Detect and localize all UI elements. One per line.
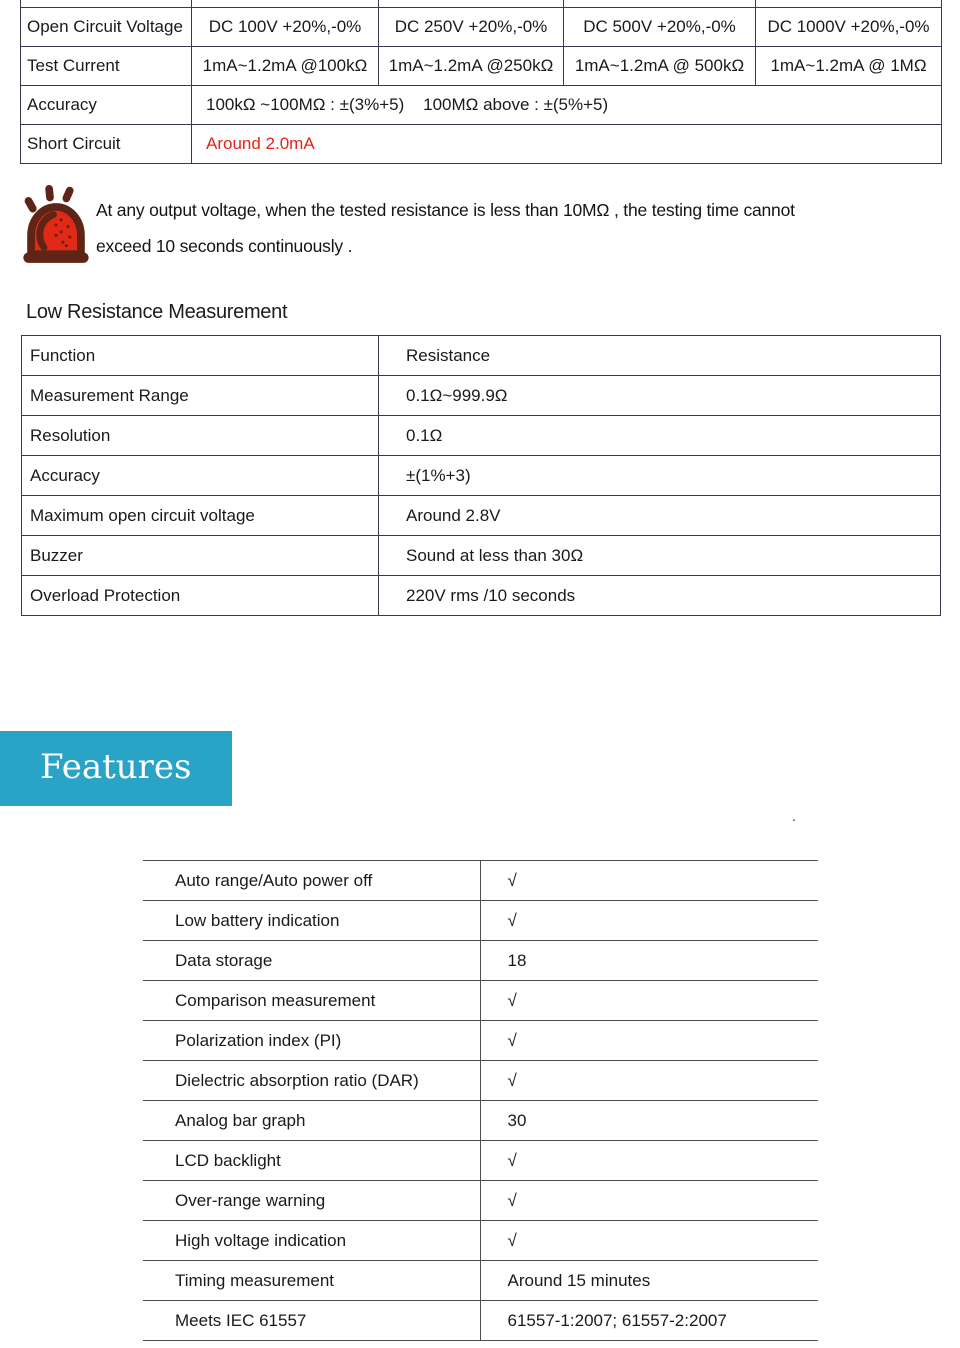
section-heading-low-resistance: Low Resistance Measurement bbox=[26, 301, 288, 323]
lr-value-cell: Around 2.8V bbox=[379, 496, 941, 536]
table-row bbox=[143, 1101, 818, 1141]
feature-label-cell: Comparison measurement bbox=[143, 981, 480, 1021]
lr-label-cell: Resolution bbox=[22, 416, 379, 456]
table-row bbox=[143, 1261, 818, 1301]
lr-value-cell: Resistance bbox=[379, 336, 941, 376]
spec-value-cell: DC 1000V +20%,-0% bbox=[756, 8, 942, 47]
spec-value-cell bbox=[379, 0, 564, 8]
spec-value-cell: DC 250V +20%,-0% bbox=[379, 8, 564, 47]
table-row bbox=[143, 981, 818, 1021]
feature-value-cell: √ bbox=[480, 1221, 818, 1261]
lr-value-cell: 0.1Ω~999.9Ω bbox=[379, 376, 941, 416]
features-banner-label: Features bbox=[40, 747, 192, 787]
table-row bbox=[22, 496, 941, 536]
table-row bbox=[21, 47, 942, 86]
spec-value-cell: DC 500V +20%,-0% bbox=[564, 8, 756, 47]
lr-label-cell: Function bbox=[22, 336, 379, 376]
warning-line: At any output voltage, when the tested resistance is less than 10MΩ , the testing time cannot bbox=[96, 200, 795, 220]
lr-label-cell: Maximum open circuit voltage bbox=[22, 496, 379, 536]
warning-line: exceed 10 seconds continuously . bbox=[96, 236, 353, 256]
feature-value-cell: √ bbox=[480, 901, 818, 941]
table-row bbox=[21, 8, 942, 47]
spec-value-cell bbox=[564, 0, 756, 8]
lr-label-cell: Accuracy bbox=[22, 456, 379, 496]
features-table bbox=[143, 860, 818, 1341]
feature-value-cell: 18 bbox=[480, 941, 818, 981]
table-row bbox=[143, 1141, 818, 1181]
insulation-spec-table bbox=[20, 0, 942, 164]
feature-label-cell: Over-range warning bbox=[143, 1181, 480, 1221]
table-row bbox=[143, 1181, 818, 1221]
spec-value-cell bbox=[756, 0, 942, 8]
lr-value-cell: 220V rms /10 seconds bbox=[379, 576, 941, 616]
table-row bbox=[143, 1061, 818, 1101]
table-row bbox=[22, 536, 941, 576]
lr-value-cell: ±(1%+3) bbox=[379, 456, 941, 496]
spec-label-cell: Short Circuit bbox=[21, 125, 192, 164]
feature-label-cell: Meets IEC 61557 bbox=[143, 1301, 480, 1341]
features-banner bbox=[0, 731, 232, 806]
feature-value-cell: √ bbox=[480, 981, 818, 1021]
table-row-cutoff bbox=[21, 0, 942, 8]
lr-label-cell: Measurement Range bbox=[22, 376, 379, 416]
feature-label-cell: Dielectric absorption ratio (DAR) bbox=[143, 1061, 480, 1101]
spec-value-cell: 1mA~1.2mA @100kΩ bbox=[192, 47, 379, 86]
lr-label-cell: Overload Protection bbox=[22, 576, 379, 616]
spec-label-cell: Open Circuit Voltage bbox=[21, 8, 192, 47]
table-row bbox=[22, 576, 941, 616]
feature-value-cell: 30 bbox=[480, 1101, 818, 1141]
feature-label-cell: High voltage indication bbox=[143, 1221, 480, 1261]
feature-label-cell: Data storage bbox=[143, 941, 480, 981]
feature-label-cell: Low battery indication bbox=[143, 901, 480, 941]
table-row bbox=[143, 901, 818, 941]
spec-value-cell: 1mA~1.2mA @250kΩ bbox=[379, 47, 564, 86]
lr-value-cell: Sound at less than 30Ω bbox=[379, 536, 941, 576]
spec-short-circuit-cell: Around 2.0mA bbox=[192, 125, 942, 164]
feature-value-cell: 61557-1:2007; 61557-2:2007 bbox=[480, 1301, 818, 1341]
feature-label-cell: Analog bar graph bbox=[143, 1101, 480, 1141]
table-row bbox=[22, 456, 941, 496]
feature-label-cell: LCD backlight bbox=[143, 1141, 480, 1181]
spec-value-cell: DC 100V +20%,-0% bbox=[192, 8, 379, 47]
spec-value-cell: 1mA~1.2mA @ 1MΩ bbox=[756, 47, 942, 86]
siren-icon bbox=[12, 182, 100, 268]
feature-label-cell: Timing measurement bbox=[143, 1261, 480, 1301]
feature-value-cell: √ bbox=[480, 861, 818, 901]
feature-value-cell: Around 15 minutes bbox=[480, 1261, 818, 1301]
feature-label-cell: Polarization index (PI) bbox=[143, 1021, 480, 1061]
table-row bbox=[143, 861, 818, 901]
feature-value-cell: √ bbox=[480, 1021, 818, 1061]
feature-value-cell: √ bbox=[480, 1141, 818, 1181]
table-row bbox=[22, 416, 941, 456]
lr-value-cell: 0.1Ω bbox=[379, 416, 941, 456]
table-row bbox=[21, 125, 942, 164]
table-row bbox=[143, 1021, 818, 1061]
table-row bbox=[143, 941, 818, 981]
table-row bbox=[22, 376, 941, 416]
table-row bbox=[21, 86, 942, 125]
spec-label-cell: Test Current bbox=[21, 47, 192, 86]
lr-label-cell: Buzzer bbox=[22, 536, 379, 576]
spec-label-cell bbox=[21, 0, 192, 8]
table-row bbox=[143, 1221, 818, 1261]
spec-accuracy-cell: 100kΩ ~100MΩ : ±(3%+5) 100MΩ above : ±(5%+5) bbox=[192, 86, 942, 125]
feature-label-cell: Auto range/Auto power off bbox=[143, 861, 480, 901]
spec-value-cell: 1mA~1.2mA @ 500kΩ bbox=[564, 47, 756, 86]
spec-value-cell bbox=[192, 0, 379, 8]
spec-label-cell: Accuracy bbox=[21, 86, 192, 125]
table-row bbox=[143, 1301, 818, 1341]
feature-value-cell: √ bbox=[480, 1061, 818, 1101]
warning-note bbox=[96, 192, 941, 264]
stray-dot: . bbox=[792, 808, 796, 824]
feature-value-cell: √ bbox=[480, 1181, 818, 1221]
low-resistance-table bbox=[21, 335, 941, 616]
table-row bbox=[22, 336, 941, 376]
